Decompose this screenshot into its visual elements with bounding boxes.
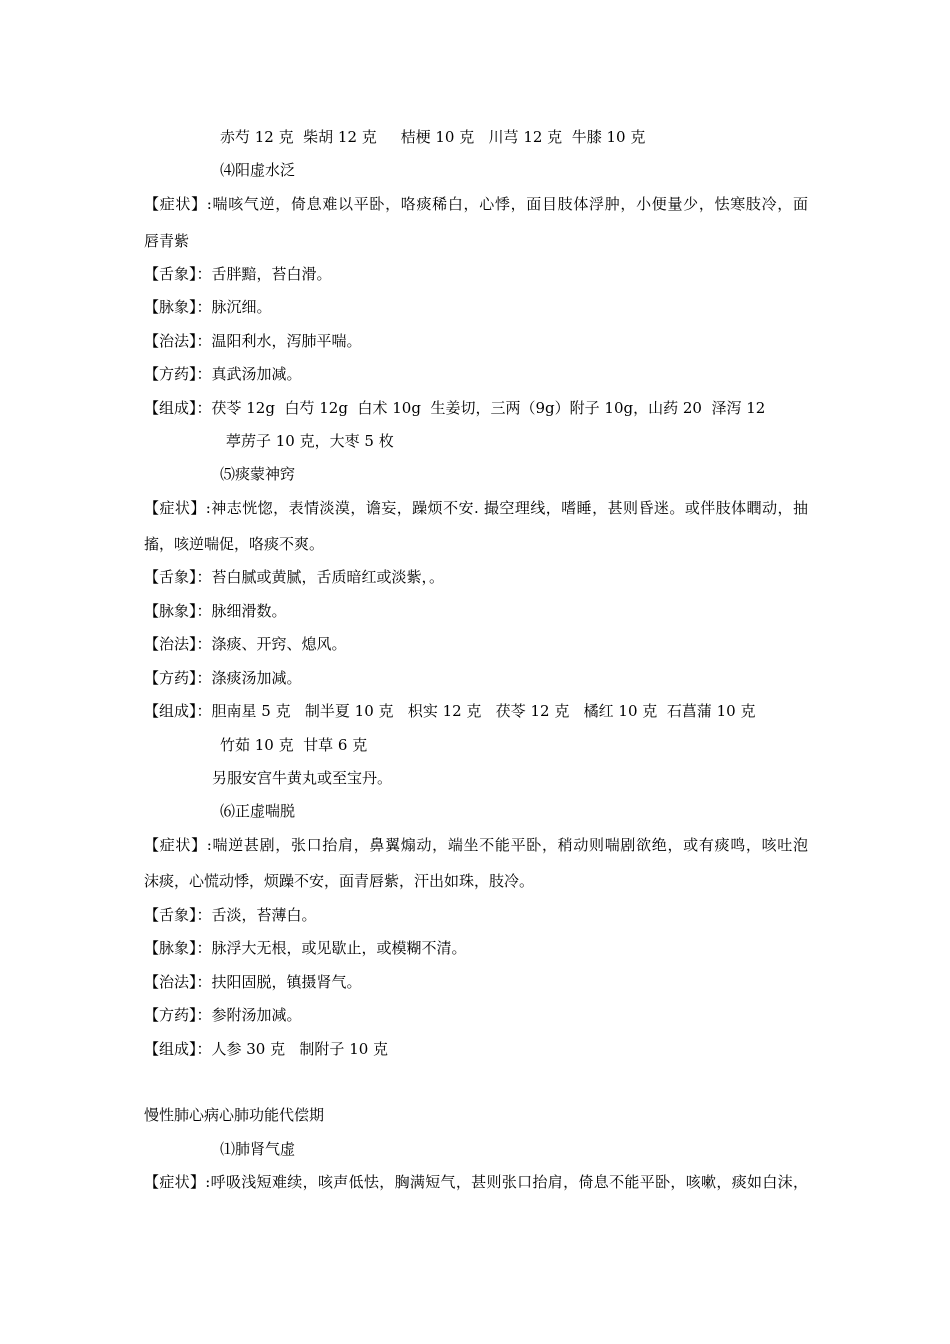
text-line: 另服安宫牛黄丸或至宝丹。	[212, 769, 393, 787]
text-line: 【症状】:喘咳气逆，倚息难以平卧，咯痰稀白，心悸，面目肢体浮肿，小便量少，怯寒肢冷，面	[144, 195, 808, 213]
text-line: 【治法】：扶阳固脱，镇摄肾气。	[144, 973, 362, 991]
text-line: 沫痰，心慌动悸，烦躁不安，面青唇紫，汗出如珠，肢冷。	[144, 872, 535, 890]
text-line: 【组成】：胆南星 5 克 制半夏 10 克 枳实 12 克 茯苓 12 克 橘红 10 克 石菖蒲 10 克	[144, 702, 756, 720]
text-line: 【方药】：参附汤加减。	[144, 1006, 302, 1024]
text-line: 【治法】：温阳利水，泻肺平喘。	[144, 332, 362, 350]
text-line: 搐，咳逆喘促，咯痰不爽。	[144, 535, 325, 553]
text-line: 【脉象】：脉细滑数。	[144, 602, 287, 620]
text-line: 【症状】:神志恍惚，表情淡漠，谵妄，躁烦不安. 撮空理线，嗜睡，甚则昏迷。或伴肢体瞤动，抽	[144, 499, 808, 517]
text-line: 葶苈子 10 克，大枣 5 枚	[226, 432, 394, 450]
text-line: 【脉象】：脉浮大无根，或见歇止，或模糊不清。	[144, 939, 467, 957]
section-heading: ⑹正虚喘脱	[220, 802, 296, 820]
text-line: 【舌象】：苔白腻或黄腻，舌质暗红或淡紫，。	[144, 568, 445, 586]
text-line: 【组成】：人参 30 克 制附子 10 克	[144, 1040, 389, 1058]
section-heading: ⑴肺肾气虚	[220, 1140, 296, 1158]
text-line: 【组成】：茯苓 12g 白芍 12g 白术 10g 生姜切，三两（9g）附子 10g，山药 20 泽泻 12	[144, 399, 766, 417]
text-line: 【舌象】：舌淡，苔薄白。	[144, 906, 317, 924]
section-heading: ⑸痰蒙神窍	[220, 465, 296, 483]
text-line: 【脉象】：脉沉细。	[144, 298, 272, 316]
text-line: 【舌象】：舌胖黯，苔白滑。	[144, 265, 332, 283]
text-line: 赤芍 12 克 柴胡 12 克 桔梗 10 克 川芎 12 克 牛膝 10 克	[220, 128, 646, 146]
text-line: 【治法】：涤痰、开窍、熄风。	[144, 635, 347, 653]
chapter-title: 慢性肺心病心肺功能代偿期	[144, 1106, 325, 1124]
text-line: 竹茹 10 克 甘草 6 克	[220, 736, 368, 754]
text-line: 【症状】:喘逆甚剧，张口抬肩，鼻翼煽动，端坐不能平卧，稍动则喘剧欲绝，或有痰鸣，咳吐泡	[144, 836, 808, 854]
section-heading: ⑷阳虚水泛	[220, 161, 296, 179]
text-line: 【方药】：真武汤加减。	[144, 365, 302, 383]
text-line: 【症状】:呼吸浅短难续，咳声低怯，胸满短气，甚则张口抬肩，倚息不能平卧，咳嗽，痰如白沫，	[144, 1173, 808, 1191]
text-line: 【方药】：涤痰汤加减。	[144, 669, 302, 687]
text-line: 唇青紫	[144, 232, 190, 250]
